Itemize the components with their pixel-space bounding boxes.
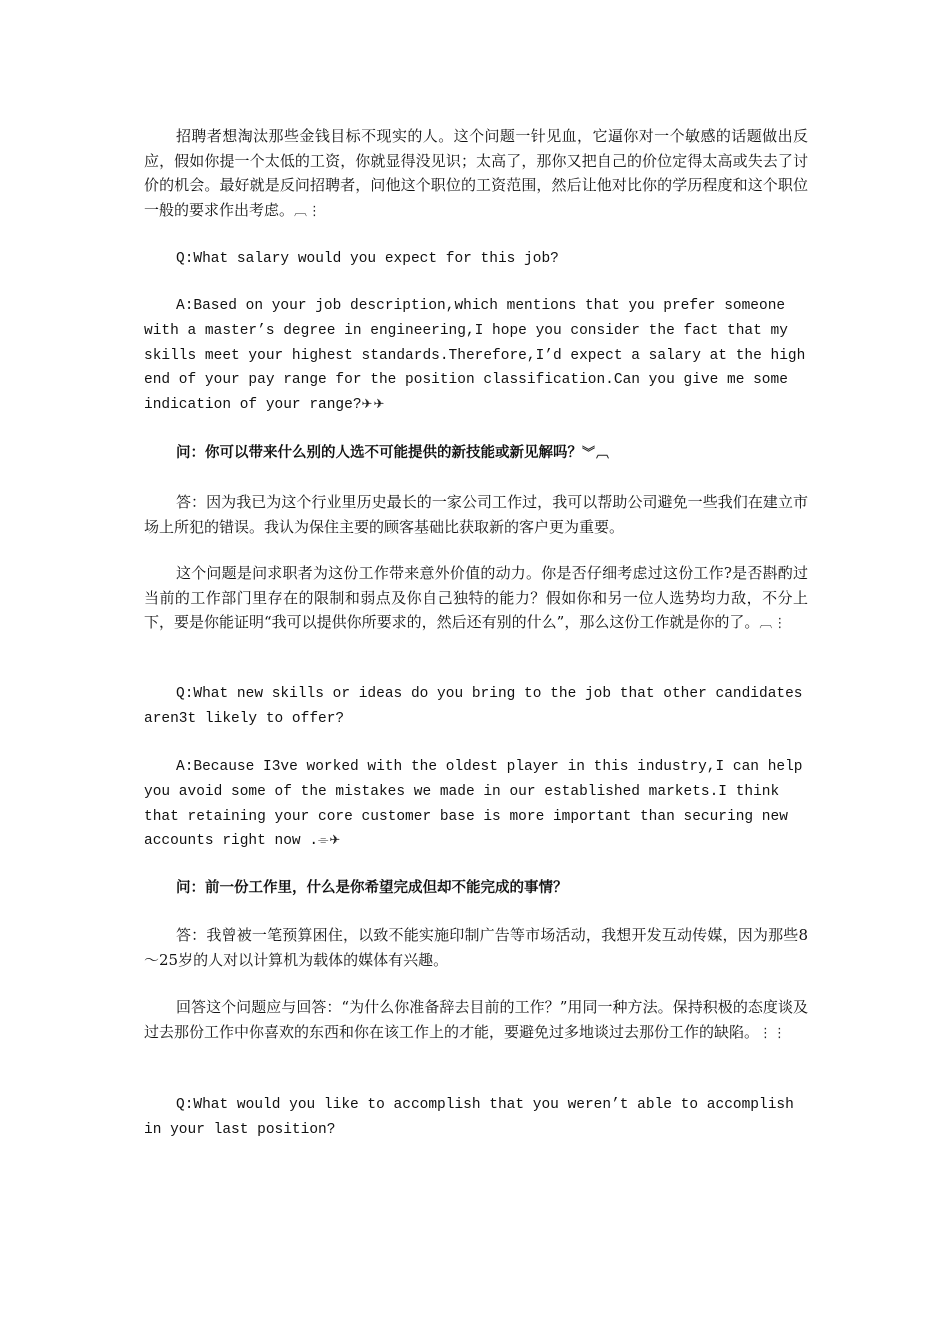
decorative-mark: ⌯✈ xyxy=(318,833,342,849)
paragraph-new-skills-answer-zh: 答：因为我已为这个行业里历史最长的一家公司工作过，我可以帮助公司避免一些我们在建立市场上所犯的错误。我认为保住主要的顾客基础比获取新的客户更为重要。 xyxy=(144,493,808,536)
paragraph-new-skills-explanation: 这个问题是问求职者为这份工作带来意外价值的动力。你是否仔细考虑过这份工作?是否斟酌过当前的工作部门里存在的限制和弱点及你自己独特的能力？假如你和另一位人选势均力敌，不分上下，要是你能证明“我可以提供你所要求的，然后还有别的什么”，那么这份工作就是你的了。︹⋮ xyxy=(144,564,808,631)
decorative-mark: ︾︹ xyxy=(582,446,611,461)
paragraph-last-job-explanation: 回答这个问题应与回答：“为什么你准备辞去目前的工作？”用同一种方法。保持积极的态度谈及过去那份工作中你喜欢的东西和你在该工作上的才能，要避免过多地谈过去那份工作的缺陷。⋮⋮ xyxy=(144,998,808,1041)
paragraph-salary-answer: A:Based on your job description,which mentions that you prefer someone with a master’s degree in engineering,I hope you consider the fact that my skills meet your highest standards.Therefore,I’d expect a salary at the high end of your pay range for the position classification.Can you give me some indication of your range?✈✈ xyxy=(144,298,806,414)
paragraph-last-job-question-en: Q:What would you like to accomplish that you weren’t able to accomplish in your last position? xyxy=(144,1097,794,1138)
decorative-mark: ✈✈ xyxy=(361,397,386,413)
paragraph-new-skills-question-en: Q:What new skills or ideas do you bring to the job that other candidates aren3t likely to offer? xyxy=(144,686,803,727)
paragraph-last-job-answer-zh: 答：我曾被一笔预算困住，以致不能实施印制广告等市场活动，我想开发互动传媒，因为那些8～25岁的人对以计算机为载体的媒体有兴趣。 xyxy=(144,926,808,969)
decorative-mark: ︹⋮ xyxy=(294,203,323,219)
paragraph-salary-explanation: 招聘者想淘汰那些金钱目标不现实的人。这个问题一针见血，它逼你对一个敏感的话题做出反应，假如你提一个太低的工资，你就显得没见识；太高了，那你又把自己的价位定得太高或失去了讨价的机会。最好就是反问招聘者，问他这个职位的工资范围，然后让他对比你的学历程度和这个职位一般的要求作出考虑。︹⋮ xyxy=(144,127,808,219)
paragraph-salary-question: Q:What salary would you expect for this job? xyxy=(176,251,559,267)
decorative-mark: ︹⋮ xyxy=(759,616,788,631)
heading-question-new-skills: 问：你可以带来什么别的人选不可能提供的新技能或新见解吗？︾︹ xyxy=(176,445,611,461)
heading-question-last-job: 问：前一份工作里，什么是你希望完成但却不能完成的事情？ xyxy=(176,880,568,896)
paragraph-new-skills-answer-en: A:Because I3ve worked with the oldest player in this industry,I can help you avoid some of the mistakes we made in our established markets.I think that retaining your core customer base is more important than securing new accounts right now .⌯✈ xyxy=(144,759,803,850)
decorative-mark: ⋮⋮ xyxy=(759,1025,788,1041)
